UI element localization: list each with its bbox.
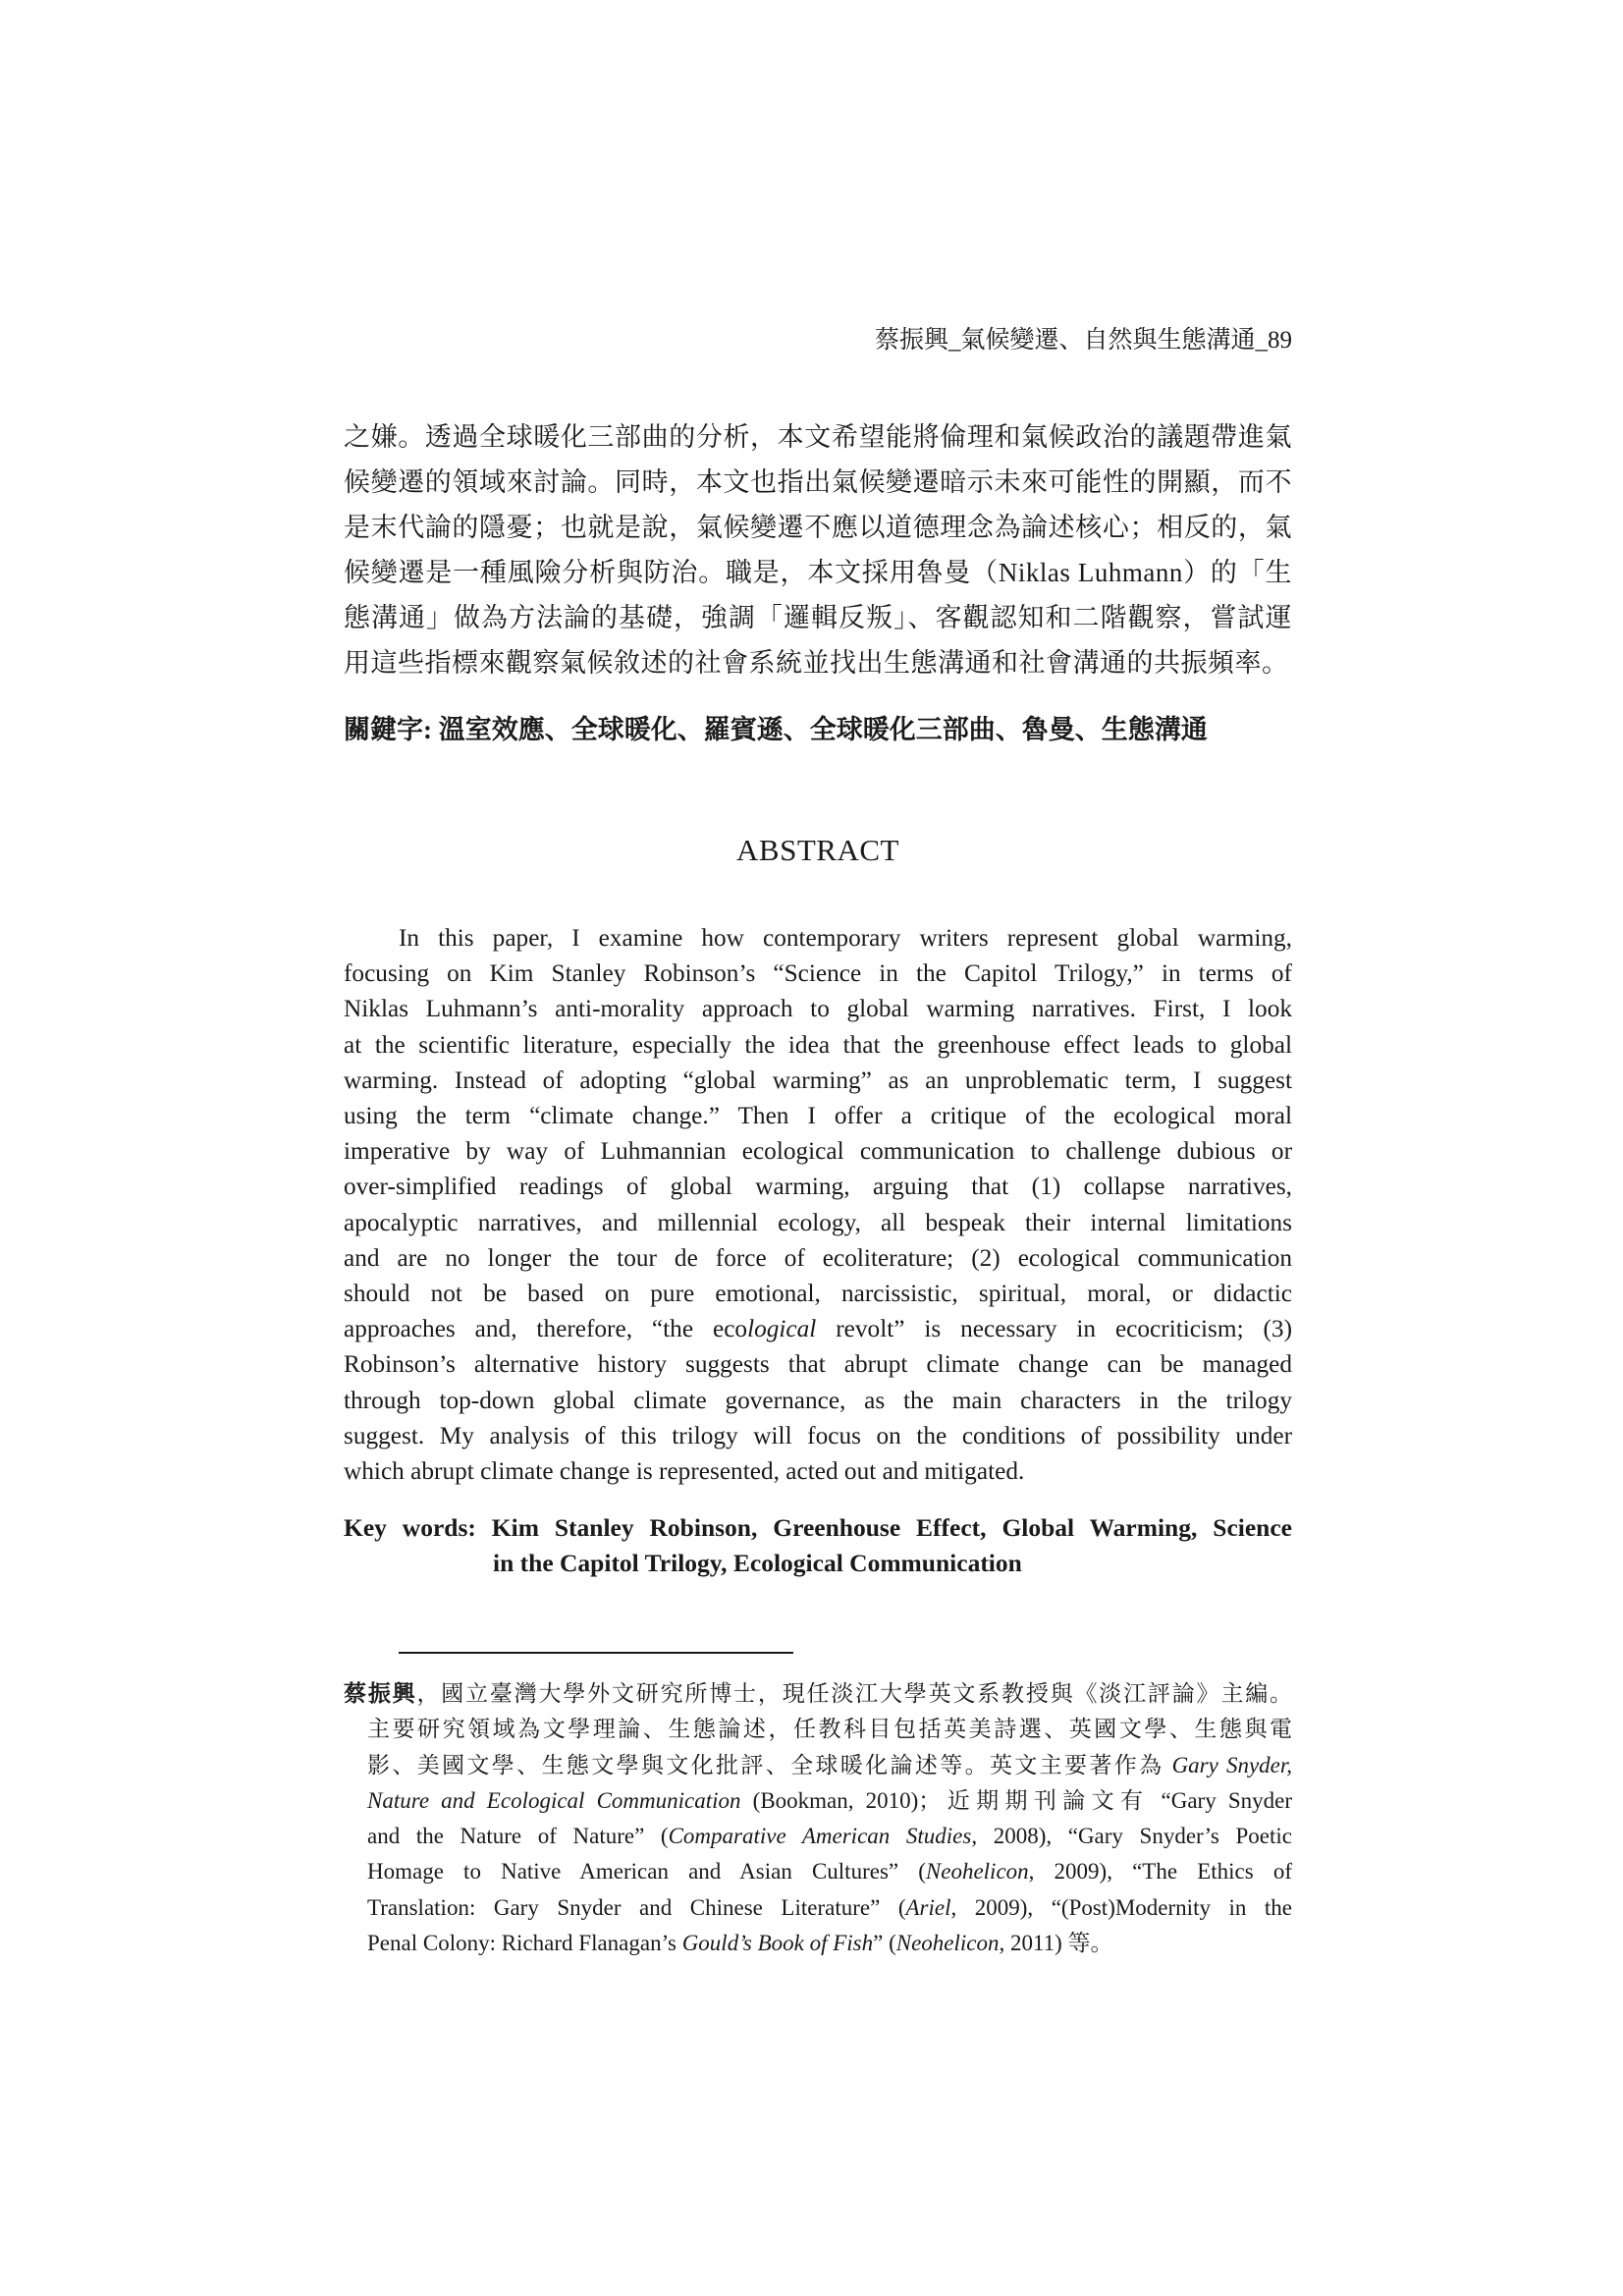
english-abstract-line: Niklas Luhmann’s anti-morality approach to global warming narratives. First, I look <box>344 995 1292 1023</box>
footnote-line <box>344 1926 1292 1961</box>
italic-text-segment: Neohelicon <box>895 1931 1000 1956</box>
english-abstract-line <box>344 1311 1292 1346</box>
text-segment: Homage to Native American and Asian Cultures” ( <box>367 1859 926 1885</box>
text-segment: ” ( <box>873 1931 896 1956</box>
text-segment: , 2009), “(Post)Modernity in the <box>950 1894 1293 1920</box>
text-segment: approaches and, therefore, “the eco <box>344 1315 748 1343</box>
english-abstract-line: through top-down global climate governance, as the main characters in the trilogy <box>344 1386 1292 1414</box>
chinese-abstract-line: 候變遷是一種風險分析與防治。職是，本文採用魯曼（Niklas Luhmann）的「生 <box>344 558 1292 587</box>
footnote-line <box>344 1676 1292 1712</box>
text-segment: and the Nature of Nature” ( <box>367 1824 669 1849</box>
text-segment: 影、美國文學、生態文學與文化批評、全球暖化論述等。英文主要著作為 <box>367 1752 1172 1777</box>
author-footnote <box>344 1676 1292 1961</box>
english-abstract-line: and are no longer the tour de force of ecoliterature; (2) ecological communication <box>344 1243 1292 1272</box>
english-abstract-line: In this paper, I examine how contemporary writers represent global warming, <box>399 924 1292 952</box>
english-keywords-line: in the Capitol Trilogy, Ecological Communication <box>493 1549 1022 1577</box>
italic-text-segment: Comparative American Studies <box>668 1824 972 1849</box>
chinese-abstract-line: 用這些指標來觀察氣候敘述的社會系統並找出生態溝通和社會溝通的共振頻率。 <box>344 648 1289 678</box>
english-abstract-line: imperative by way of Luhmannian ecological communication to challenge dubious or <box>344 1137 1292 1166</box>
chinese-abstract-line: 態溝通」做為方法論的基礎，強調「邏輯反叛」、客觀認知和二階觀察，嘗試運 <box>344 603 1292 632</box>
footnote-line <box>344 1819 1292 1854</box>
italic-text-segment: logical <box>747 1315 817 1343</box>
abstract-heading: ABSTRACT <box>736 833 899 867</box>
english-abstract-line: Robinson’s alternative history suggests that abrupt climate change can be managed <box>344 1350 1292 1379</box>
text-segment: Penal Colony: Richard Flanagan’s <box>367 1931 682 1956</box>
text-segment: , 2008), “Gary Snyder’s Poetic <box>971 1824 1292 1849</box>
footnote-line <box>344 1783 1292 1819</box>
footnote-line <box>344 1854 1292 1889</box>
english-abstract-line: should not be based on pure emotional, narcissistic, spiritual, moral, or didactic <box>344 1280 1292 1308</box>
text-segment: , 2009), “The Ethics of <box>1028 1859 1292 1885</box>
italic-text-segment: Neohelicon <box>925 1859 1029 1885</box>
running-header: 蔡振興_氣候變遷、自然與生態溝通_89 <box>874 327 1292 354</box>
text-segment: ，國立臺灣大學外文研究所博士，現任淡江大學英文系教授與《淡江評論》主編。 <box>416 1681 1293 1706</box>
english-abstract-line: at the scientific literature, especially the idea that the greenhouse effect leads to global <box>344 1030 1292 1059</box>
english-abstract-line: suggest. My analysis of this trilogy will focus on the conditions of possibility under <box>344 1421 1292 1449</box>
chinese-abstract-paragraph <box>344 414 1292 685</box>
footnote-line: 主要研究領域為文學理論、生態論述，任教科目包括英美詩選、英國文學、生態與電 <box>367 1717 1292 1742</box>
italic-text-segment: Gould’s Book of Fish <box>681 1931 874 1956</box>
english-keywords <box>344 1510 1292 1581</box>
english-abstract-line: warming. Instead of adopting “global warming” as an unproblematic term, I suggest <box>344 1066 1292 1094</box>
footnote-divider <box>399 1652 793 1654</box>
footnote-line <box>344 1748 1292 1783</box>
italic-text-segment: Gary Snyder, <box>1171 1752 1293 1777</box>
english-abstract-line: using the term “climate change.” Then I offer a critique of the ecological moral <box>344 1102 1292 1130</box>
chinese-keywords: 關鍵字: 溫室效應、全球暖化、羅賓遜、全球暖化三部曲、魯曼、生態溝通 <box>344 715 1208 744</box>
footnote-line <box>344 1890 1292 1926</box>
italic-text-segment: Ariel <box>905 1894 951 1920</box>
english-abstract-line: which abrupt climate change is represented, acted out and mitigated. <box>344 1457 1025 1486</box>
author-name: 蔡振興 <box>344 1681 417 1706</box>
chinese-abstract-line: 候變遷的領域來討論。同時，本文也指出氣候變遷暗示未來可能性的開顯，而不 <box>344 467 1292 497</box>
english-abstract-line: focusing on Kim Stanley Robinson’s “Science in the Capitol Trilogy,” in terms of <box>344 959 1292 988</box>
chinese-abstract-line: 之嫌。透過全球暖化三部曲的分析，本文希望能將倫理和氣候政治的議題帶進氣 <box>344 422 1292 452</box>
italic-text-segment: Nature and Ecological Communication <box>367 1787 741 1813</box>
text-segment: revolt” is necessary in ecocriticism; (3) <box>816 1315 1292 1343</box>
text-segment: Translation: Gary Snyder and Chinese Literature” ( <box>367 1894 906 1920</box>
english-abstract-line: over-simplified readings of global warming, arguing that (1) collapse narratives, <box>344 1173 1292 1201</box>
chinese-abstract-line: 是末代論的隱憂；也就是說，氣候變遷不應以道德理念為論述核心；相反的，氣 <box>344 513 1292 542</box>
english-abstract-line: apocalyptic narratives, and millennial ecology, all bespeak their internal limitations <box>344 1208 1292 1236</box>
journal-page <box>344 0 1292 2296</box>
text-segment: , 2011) 等。 <box>999 1931 1113 1956</box>
english-abstract-paragraph <box>344 920 1292 1489</box>
english-keywords-line: Key words: Kim Stanley Robinson, Greenhouse Effect, Global Warming, Science <box>344 1513 1292 1542</box>
text-segment: (Bookman, 2010)；近期期刊論文有 “Gary Snyder <box>740 1787 1292 1813</box>
